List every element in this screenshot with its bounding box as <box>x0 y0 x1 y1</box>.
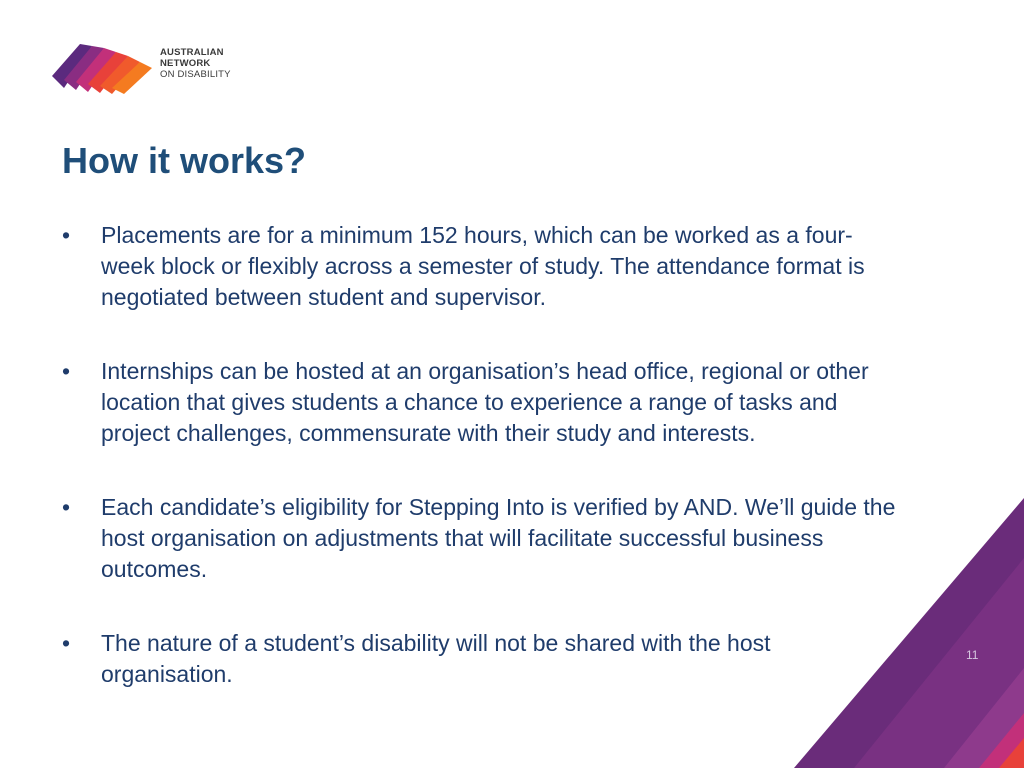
slide-title: How it works? <box>62 140 307 181</box>
bullet-icon: • <box>62 358 71 384</box>
bullet-text: Placements are for a minimum 152 hours, which can be worked as a four-week block or flexibly across a semester of study. The attendance format is negotiated between student and supervisor. <box>101 222 865 310</box>
bullet-item <box>62 356 902 449</box>
bullet-item <box>62 628 902 690</box>
bullet-text: The nature of a student’s disability will not be shared with the host organisation. <box>101 630 771 687</box>
bullet-item <box>62 220 902 313</box>
corner-decoration <box>794 498 1024 768</box>
logo-line-1: AUSTRALIAN <box>160 47 224 58</box>
bullet-list <box>62 220 902 733</box>
bullet-text: Internships can be hosted at an organisation’s head office, regional or other location that gives students a chance to experience a range of tasks and project challenges, commensurate with their study and interests. <box>101 358 869 446</box>
bullet-text: Each candidate’s eligibility for Stepping Into is verified by AND. We’ll guide the host organisation on adjustments that will facilitate successful business outcomes. <box>101 494 896 582</box>
organisation-logo <box>50 38 240 94</box>
logo-line-2: NETWORK <box>160 58 211 69</box>
bullet-item <box>62 492 902 585</box>
logo-wordmark <box>160 47 231 80</box>
page-number: 11 <box>966 648 979 662</box>
logo-line-3: ON DISABILITY <box>160 69 231 80</box>
logo-mark-icon <box>50 38 160 94</box>
bullet-icon: • <box>62 630 71 656</box>
bullet-icon: • <box>62 222 71 248</box>
bullet-icon: • <box>62 494 71 520</box>
